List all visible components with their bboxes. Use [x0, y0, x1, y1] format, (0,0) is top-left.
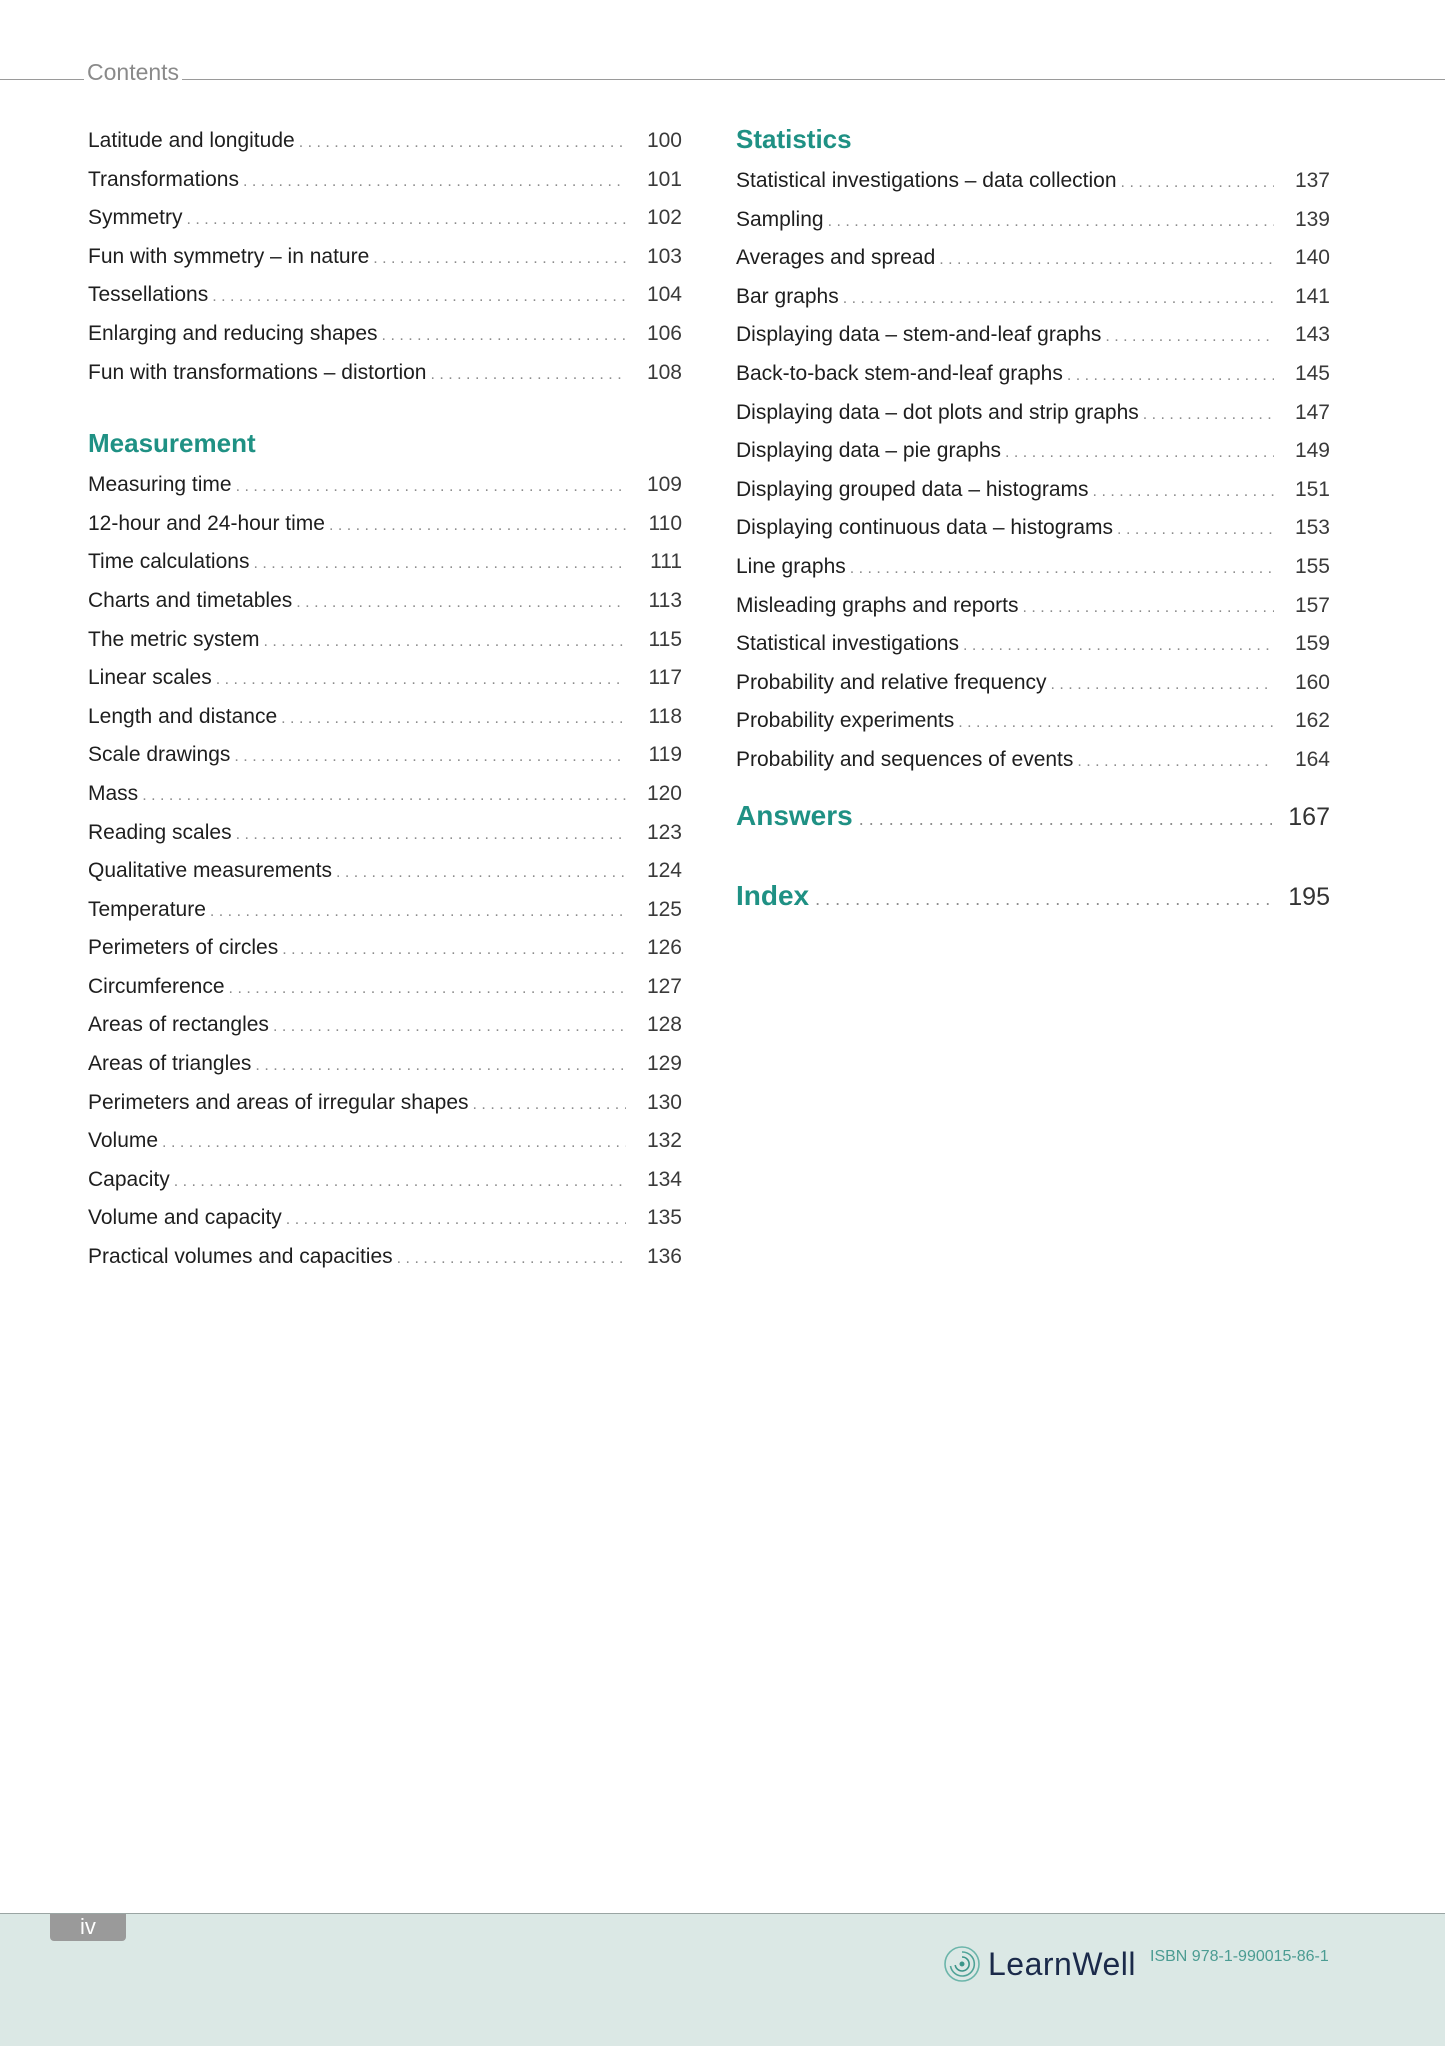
- isbn-text: ISBN 978-1-990015-86-1: [1150, 1948, 1329, 1965]
- footer-band: [0, 1913, 1445, 2046]
- dot-leader: [296, 584, 626, 623]
- dot-leader: [382, 317, 626, 356]
- dot-leader: [229, 970, 626, 1009]
- index-title: Index: [736, 879, 810, 911]
- toc-entry-title: Mass: [88, 781, 139, 805]
- toc-entry[interactable]: [88, 543, 682, 582]
- toc-entry-page: 153: [1294, 516, 1330, 540]
- toc-entry-page: 139: [1294, 207, 1330, 231]
- toc-entry[interactable]: [88, 1045, 682, 1084]
- toc-entry-title: Bar graphs: [736, 284, 839, 308]
- dot-leader: [236, 468, 626, 507]
- toc-entry-page: 125: [646, 897, 682, 921]
- toc-entry-page: 119: [648, 743, 682, 767]
- toc-index-row[interactable]: [736, 876, 1330, 956]
- dot-leader: [210, 893, 626, 932]
- page-number: iv: [50, 1914, 126, 1941]
- toc-entry[interactable]: [736, 162, 1330, 201]
- toc-entry[interactable]: [88, 852, 682, 891]
- toc-entry-title: Transformations: [88, 167, 239, 191]
- toc-entry-title: Displaying continuous data – histograms: [736, 516, 1114, 540]
- dot-leader: [255, 1047, 626, 1086]
- toc-entry-page: 128: [646, 1013, 682, 1037]
- toc-entry[interactable]: [88, 199, 682, 238]
- dot-leader: [212, 278, 626, 317]
- toc-entry-page: 135: [646, 1206, 682, 1230]
- toc-entry-page: 104: [646, 283, 682, 307]
- dot-leader: [473, 1086, 626, 1125]
- toc-measurement-list: [88, 466, 682, 1276]
- toc-entry[interactable]: [88, 968, 682, 1007]
- dot-leader: [1067, 357, 1274, 396]
- dot-leader: [1093, 473, 1274, 512]
- brand-name: LearnWell: [988, 1945, 1136, 1982]
- toc-entry-title: Probability and sequences of events: [736, 747, 1074, 771]
- toc-entry[interactable]: [88, 122, 682, 161]
- toc-entry[interactable]: [88, 698, 682, 737]
- toc-entry[interactable]: [736, 548, 1330, 587]
- toc-entry-page: 143: [1294, 323, 1330, 347]
- toc-entry[interactable]: [88, 1122, 682, 1161]
- toc-entry-page: 141: [1294, 284, 1330, 308]
- toc-entry-title: Time calculations: [88, 550, 250, 574]
- toc-entry-title: Linear scales: [88, 666, 212, 690]
- dot-leader: [859, 799, 1272, 839]
- toc-entry[interactable]: [736, 278, 1330, 317]
- toc-entry-title: Probability and relative frequency: [736, 670, 1047, 694]
- toc-entry-page: 130: [646, 1090, 682, 1114]
- toc-entry-page: 147: [1294, 400, 1330, 424]
- toc-entry-title: Charts and timetables: [88, 588, 293, 612]
- toc-entry[interactable]: [88, 621, 682, 660]
- toc-entry-title: Circumference: [88, 974, 225, 998]
- brand-logo: [942, 1944, 1136, 1984]
- toc-entry-page: 162: [1294, 709, 1330, 733]
- toc-entry-title: Perimeters of circles: [88, 936, 279, 960]
- toc-entry[interactable]: [88, 466, 682, 505]
- toc-entry[interactable]: [88, 1006, 682, 1045]
- toc-entry-title: Fun with transformations – distortion: [88, 360, 427, 384]
- toc-entry-page: 109: [646, 473, 682, 497]
- toc-entry-page: 140: [1294, 246, 1330, 270]
- toc-entry[interactable]: [88, 238, 682, 277]
- toc-entry[interactable]: [736, 587, 1330, 626]
- toc-entry-title: The metric system: [88, 627, 260, 651]
- dot-leader: [243, 163, 626, 202]
- toc-entry-title: Qualitative measurements: [88, 859, 332, 883]
- toc-entry-title: Latitude and longitude: [88, 129, 295, 152]
- dot-leader: [162, 1124, 626, 1163]
- toc-entry-page: 124: [646, 859, 682, 883]
- answers-page: 167: [1288, 802, 1330, 831]
- dot-leader: [1121, 164, 1274, 203]
- toc-entry[interactable]: [88, 315, 682, 354]
- dot-leader: [430, 356, 626, 395]
- toc-entry-title: Length and distance: [88, 704, 278, 728]
- toc-entry-page: 137: [1294, 169, 1330, 192]
- toc-entry-title: Line graphs: [736, 554, 846, 578]
- toc-entry-page: 149: [1294, 439, 1330, 463]
- toc-entry-title: Statistical investigations – data collection: [736, 169, 1117, 192]
- toc-entry-title: Enlarging and reducing shapes: [88, 321, 378, 345]
- spiral-logo-icon: [942, 1944, 982, 1984]
- toc-entry-page: 115: [648, 627, 682, 651]
- toc-entry-title: Displaying data – pie graphs: [736, 439, 1002, 463]
- dot-leader: [187, 201, 627, 240]
- toc-entry-page: 157: [1294, 593, 1330, 617]
- toc-entry-page: 136: [646, 1245, 682, 1269]
- toc-entry-page: 110: [648, 511, 682, 535]
- toc-entry-title: Displaying data – stem-and-leaf graphs: [736, 323, 1102, 347]
- toc-entry-page: 100: [646, 129, 682, 152]
- dot-leader: [1143, 396, 1274, 435]
- toc-entry-title: Measuring time: [88, 473, 232, 497]
- toc-entry-title: Misleading graphs and reports: [736, 593, 1019, 617]
- toc-entry-title: Scale drawings: [88, 743, 231, 767]
- toc-entry[interactable]: [88, 659, 682, 698]
- toc-entry[interactable]: [88, 1084, 682, 1123]
- section-title-measurement: Measurement: [88, 428, 256, 459]
- toc-entry-page: 120: [646, 781, 682, 805]
- toc-entry[interactable]: [88, 582, 682, 621]
- toc-entry[interactable]: [736, 625, 1330, 664]
- toc-entry-page: 117: [648, 666, 682, 690]
- toc-entry-title: Statistical investigations: [736, 632, 959, 656]
- toc-entry-page: 145: [1294, 361, 1330, 385]
- toc-entry-page: 134: [646, 1167, 682, 1191]
- toc-entry-title: Perimeters and areas of irregular shapes: [88, 1090, 469, 1114]
- dot-leader: [397, 1240, 626, 1279]
- dot-leader: [329, 507, 626, 546]
- section-title-statistics: Statistics: [736, 124, 852, 154]
- dot-leader: [281, 700, 626, 739]
- toc-entry[interactable]: [88, 1161, 682, 1200]
- toc-entry-title: Back-to-back stem-and-leaf graphs: [736, 361, 1063, 385]
- toc-entry-page: 123: [646, 820, 682, 844]
- dot-leader: [236, 816, 626, 855]
- toc-entry[interactable]: [88, 1199, 682, 1238]
- dot-leader: [1117, 511, 1274, 550]
- dot-leader: [963, 627, 1274, 666]
- toc-entry[interactable]: [88, 161, 682, 200]
- toc-entry-page: 132: [646, 1129, 682, 1153]
- toc-entry[interactable]: [736, 201, 1330, 240]
- toc-entry-page: 101: [646, 167, 682, 191]
- toc-entry-title: Volume and capacity: [88, 1206, 282, 1230]
- toc-entry-title: Tessellations: [88, 283, 209, 307]
- toc-entry-title: Probability experiments: [736, 709, 955, 733]
- toc-entry-title: Averages and spread: [736, 246, 936, 270]
- toc-entry-page: 155: [1294, 554, 1330, 578]
- toc-entry-page: 111: [650, 550, 682, 574]
- toc-entry-title: Fun with symmetry – in nature: [88, 244, 370, 268]
- toc-entry-title: Volume: [88, 1129, 159, 1153]
- toc-entry-title: Temperature: [88, 897, 206, 921]
- toc-entry[interactable]: [88, 814, 682, 853]
- toc-entry[interactable]: [736, 432, 1330, 471]
- header-rule: [0, 79, 1445, 80]
- section-spacer: [736, 780, 1330, 796]
- dot-leader: [336, 854, 626, 893]
- toc-entry-title: Displaying data – dot plots and strip graphs: [736, 400, 1139, 424]
- toc-statistics-list: [736, 162, 1330, 780]
- dot-leader: [264, 623, 626, 662]
- toc-entry-page: 160: [1294, 670, 1330, 694]
- toc-entry[interactable]: [88, 775, 682, 814]
- section-spacer: [88, 392, 682, 426]
- toc-entry-page: 126: [646, 936, 682, 960]
- toc-entry-title: Areas of triangles: [88, 1052, 252, 1076]
- dot-leader: [1023, 589, 1275, 628]
- toc-entry[interactable]: [736, 316, 1330, 355]
- dot-leader: [939, 241, 1274, 280]
- toc-entry-title: Symmetry: [88, 206, 183, 230]
- dot-leader: [1005, 434, 1274, 473]
- toc-entry-title: Capacity: [88, 1167, 170, 1191]
- toc-entry[interactable]: [736, 664, 1330, 703]
- toc-entry-page: 129: [646, 1052, 682, 1076]
- toc-left-column: [88, 122, 682, 1277]
- toc-entry-page: 113: [648, 588, 682, 612]
- toc-entry-title: Practical volumes and capacities: [88, 1245, 393, 1269]
- toc-entry[interactable]: [736, 471, 1330, 510]
- dot-leader: [373, 240, 626, 279]
- toc-entry[interactable]: [88, 891, 682, 930]
- toc-entry[interactable]: [736, 239, 1330, 278]
- dot-leader: [286, 1201, 626, 1240]
- dot-leader: [174, 1163, 626, 1202]
- dot-leader: [815, 879, 1272, 919]
- dot-leader: [1051, 666, 1274, 705]
- toc-answers-row[interactable]: [736, 796, 1330, 876]
- dot-leader: [1105, 318, 1274, 357]
- toc-entry[interactable]: [736, 741, 1330, 780]
- toc-entry[interactable]: [88, 354, 682, 393]
- toc-entry-title: Reading scales: [88, 820, 232, 844]
- dot-leader: [234, 738, 626, 777]
- dot-leader: [850, 550, 1274, 589]
- toc-entry-title: Displaying grouped data – histograms: [736, 477, 1089, 501]
- toc-entry[interactable]: [88, 276, 682, 315]
- dot-leader: [142, 777, 626, 816]
- toc-continued-list: [88, 122, 682, 392]
- toc-right-column: [736, 122, 1330, 956]
- toc-entry-page: 108: [646, 360, 682, 384]
- dot-leader: [828, 203, 1274, 242]
- dot-leader: [253, 545, 626, 584]
- toc-entry-title: Sampling: [736, 207, 824, 231]
- toc-entry[interactable]: [88, 929, 682, 968]
- dot-leader: [273, 1008, 626, 1047]
- dot-leader: [282, 931, 626, 970]
- toc-entry-page: 127: [646, 974, 682, 998]
- toc-entry-page: 103: [646, 244, 682, 268]
- index-page: 195: [1288, 882, 1330, 911]
- toc-entry-page: 102: [646, 206, 682, 230]
- toc-entry[interactable]: [88, 1238, 682, 1277]
- toc-entry[interactable]: [88, 505, 682, 544]
- toc-entry[interactable]: [736, 702, 1330, 741]
- toc-entry[interactable]: [736, 509, 1330, 548]
- answers-title: Answers: [736, 799, 853, 831]
- dot-leader: [299, 124, 626, 163]
- toc-entry-title: Areas of rectangles: [88, 1013, 269, 1037]
- dot-leader: [843, 280, 1274, 319]
- toc-entry-page: 151: [1294, 477, 1330, 501]
- toc-entry[interactable]: [736, 355, 1330, 394]
- toc-entry-page: 106: [646, 321, 682, 345]
- toc-entry-page: 159: [1294, 632, 1330, 656]
- toc-entry[interactable]: [736, 394, 1330, 433]
- dot-leader: [216, 661, 626, 700]
- toc-entry-title: 12-hour and 24-hour time: [88, 511, 325, 535]
- dot-leader: [1077, 743, 1274, 782]
- toc-entry-page: 164: [1294, 747, 1330, 771]
- page-title: Contents: [84, 58, 182, 86]
- toc-entry[interactable]: [88, 736, 682, 775]
- toc-entry-page: 118: [648, 704, 682, 728]
- dot-leader: [958, 704, 1274, 743]
